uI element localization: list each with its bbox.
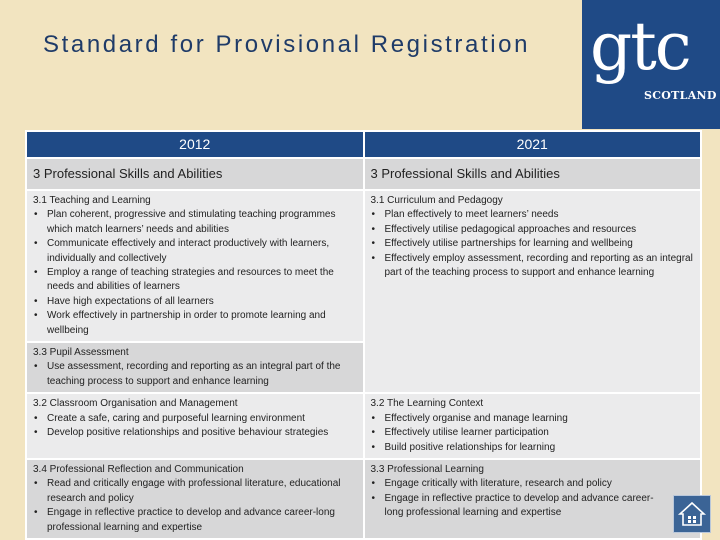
logo-sub-text: SCOTLAND <box>644 89 717 102</box>
section-3-2-2021 <box>364 393 702 459</box>
column-header-2021: 2021 <box>364 131 702 158</box>
bullet-list <box>371 477 655 520</box>
column-header-2012: 2012 <box>26 131 364 158</box>
list-item: • Effectively organise and manage learning <box>371 412 695 426</box>
section-3-4-2012 <box>26 459 364 539</box>
subheader-2021: 3 Professional Skills and Abilities <box>364 158 702 190</box>
logo-main-text: gtc <box>590 8 690 85</box>
list-item: • Have high expectations of all learners <box>33 295 357 309</box>
list-item: • Engage in reflective practice to develop and advance career-long professional learning and expertise <box>33 506 357 535</box>
section-heading: 3.3 Professional Learning <box>370 463 484 475</box>
bullet-list <box>33 208 357 338</box>
section-3-3-2012 <box>26 342 364 393</box>
section-3-2-2012 <box>26 393 364 459</box>
home-button[interactable] <box>673 495 711 533</box>
section-heading: 3.2 Classroom Organisation and Management <box>33 398 238 410</box>
subheader-2012: 3 Professional Skills and Abilities <box>26 158 364 190</box>
bullet-list <box>33 412 357 441</box>
comparison-table <box>25 130 702 540</box>
list-item: • Plan effectively to meet learners’ needs <box>371 208 695 222</box>
list-item: • Create a safe, caring and purposeful learning environment <box>33 412 357 426</box>
list-item: • Effectively utilise pedagogical approaches and resources <box>371 223 695 237</box>
list-item: • Effectively utilise learner participation <box>371 426 695 440</box>
bullet-list <box>33 477 357 535</box>
page-title: Standard for Provisional Registration <box>43 31 531 58</box>
section-heading: 3.1 Curriculum and Pedagogy <box>370 195 503 206</box>
list-item: • Read and critically engage with professional literature, educational research and policy <box>33 477 357 506</box>
section-heading: 3.4 Professional Reflection and Communication <box>33 463 244 475</box>
section-3-3-2021 <box>364 459 702 539</box>
list-item: • Work effectively in partnership in order to promote learning and wellbeing <box>33 309 357 338</box>
home-icon <box>674 496 710 532</box>
list-item: • Communicate effectively and interact productively with learners, individually and collectively <box>33 237 357 266</box>
list-item: • Plan coherent, progressive and stimulating teaching programmes which match learners’ needs and abilities <box>33 208 357 237</box>
list-item: • Engage critically with literature, research and policy <box>371 477 655 491</box>
section-3-1-2012 <box>26 190 364 342</box>
section-3-1-2021 <box>364 190 702 393</box>
section-heading: 3.3 Pupil Assessment <box>33 347 129 359</box>
list-item: • Employ a range of teaching strategies and resources to meet the needs and abilities of learners <box>33 266 357 295</box>
list-item: • Develop positive relationships and positive behaviour strategies <box>33 426 357 440</box>
gtc-scotland-logo <box>582 0 720 129</box>
bullet-list <box>33 360 357 389</box>
section-heading: 3.1 Teaching and Learning <box>33 195 151 206</box>
section-heading: 3.2 The Learning Context <box>370 398 484 410</box>
list-item: • Engage in reflective practice to develop and advance career-long professional learning and expertise <box>371 492 655 521</box>
list-item: • Build positive relationships for learning <box>371 441 695 455</box>
bullet-list <box>371 412 695 455</box>
list-item: • Use assessment, recording and reporting as an integral part of the teaching process to support and enhance learning <box>33 360 357 389</box>
list-item: • Effectively employ assessment, recording and reporting as an integral part of the teaching process to support and enhance learning <box>371 252 695 281</box>
list-item: • Effectively utilise partnerships for learning and wellbeing <box>371 237 695 251</box>
bullet-list <box>371 208 695 280</box>
